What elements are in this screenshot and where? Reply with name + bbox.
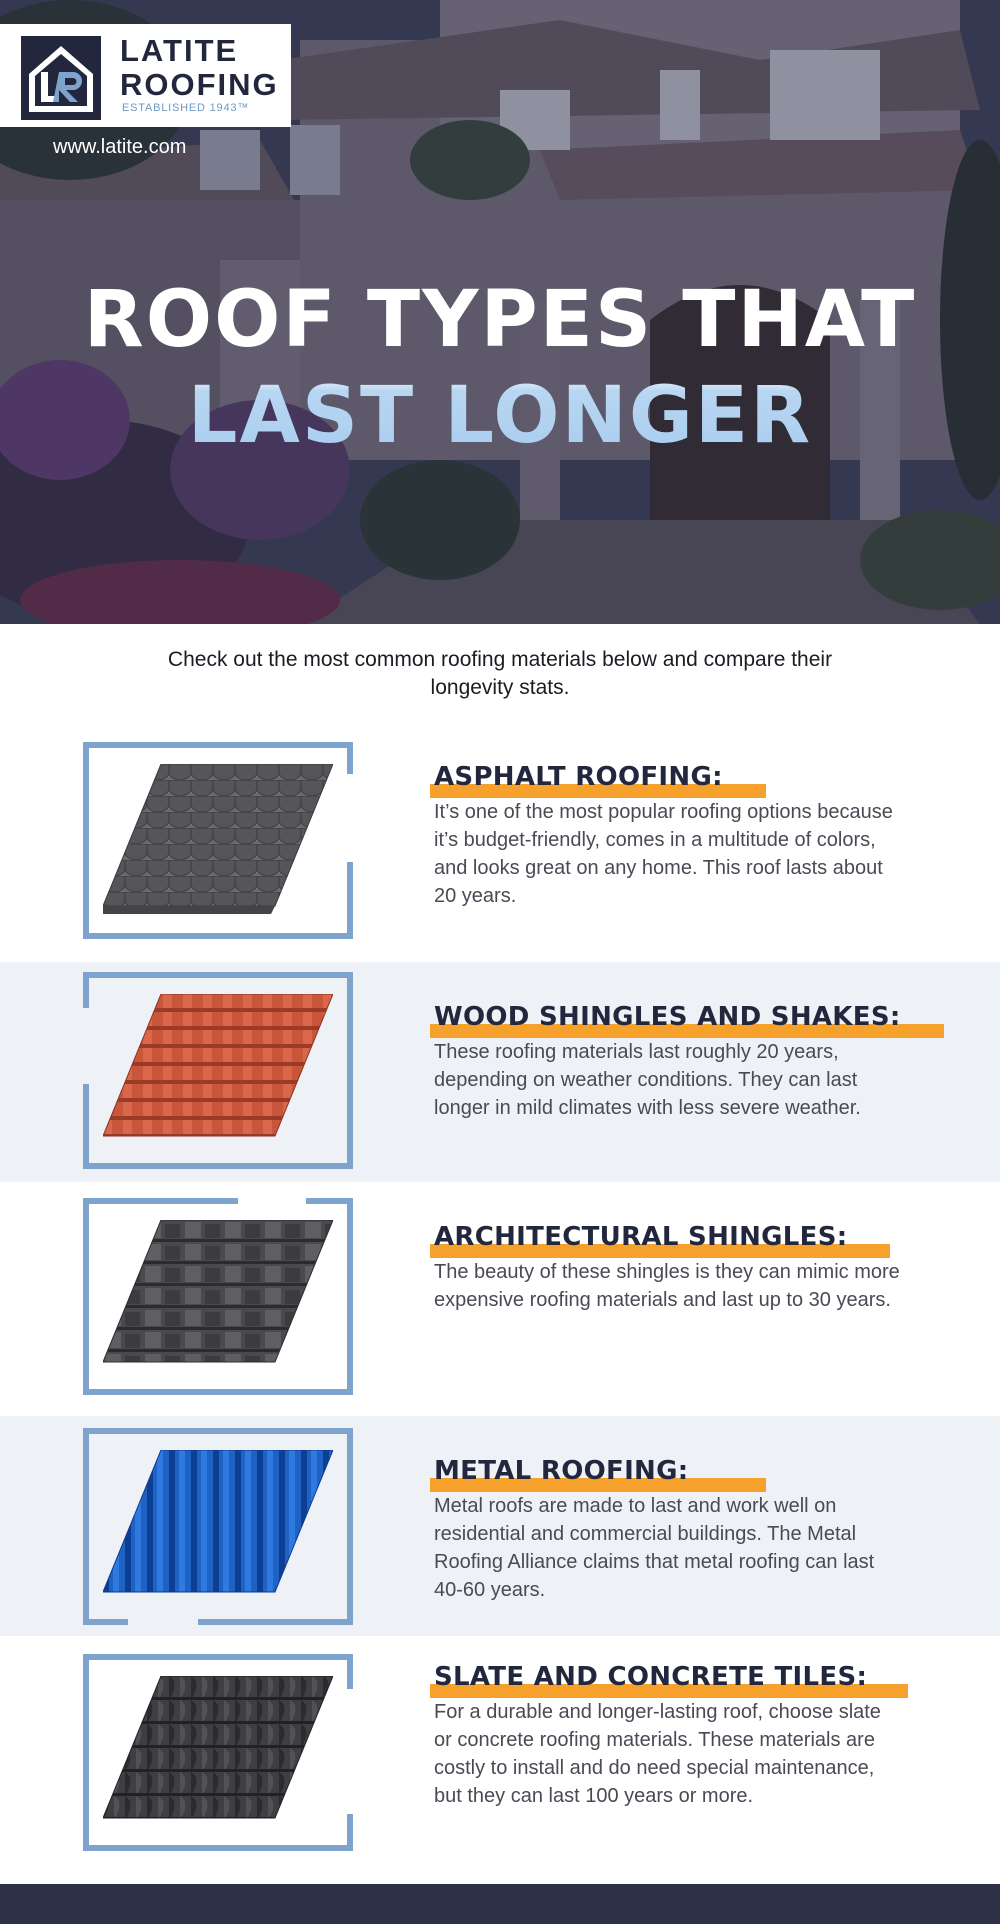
image-frame: [83, 972, 353, 1169]
intro-text: Check out the most common roofing materials below and compare their longevity stats.: [167, 648, 833, 699]
page-title: [0, 272, 1000, 464]
roof-type-description: Metal roofs are made to last and work well on residential and commercial buildings. The Metal Roofing Alliance claims that metal roofing can last 40-60 years.: [434, 1495, 875, 1601]
roof-type-title: WOOD SHINGLES AND SHAKES:: [434, 1002, 901, 1032]
image-frame: [83, 1198, 353, 1395]
website-link[interactable]: www.latite.com: [53, 136, 187, 158]
lr-logo-icon: [21, 36, 101, 120]
brand-name-line2: ROOFING: [120, 67, 279, 102]
clay-tile-icon: [103, 994, 333, 1149]
roof-type-metal: [0, 1416, 1000, 1636]
roof-type-title: METAL ROOFING:: [434, 1456, 689, 1486]
metal-roof-icon: [103, 1450, 333, 1605]
asphalt-shingle-icon: [103, 764, 333, 919]
roof-type-title: ASPHALT ROOFING:: [434, 762, 723, 792]
brand-logo[interactable]: [0, 24, 291, 127]
architectural-shingle-icon: [103, 1220, 333, 1375]
brand-name-line1: LATITE: [120, 33, 239, 68]
roof-type-slate: [0, 1640, 1000, 1880]
roof-type-asphalt: [0, 740, 1000, 960]
image-frame: [83, 1654, 353, 1851]
roof-type-title: ARCHITECTURAL SHINGLES:: [434, 1222, 848, 1252]
image-frame: [83, 1428, 353, 1625]
footer-bar: [0, 1884, 1000, 1924]
roof-type-description: These roofing materials last roughly 20 years, depending on weather conditions. They can last longer in mild climates with less severe weather.: [434, 1041, 861, 1119]
roof-type-architectural: [0, 1184, 1000, 1404]
page-title-line2: LAST LONGER: [187, 371, 813, 461]
image-frame: [83, 742, 353, 939]
roof-type-wood: [0, 962, 1000, 1182]
brand-name: [120, 34, 279, 102]
roof-type-description: It’s one of the most popular roofing options because it’s budget-friendly, comes in a multitude of colors, and looks great on any home. This roof lasts about 20 years.: [434, 801, 893, 907]
roof-type-description: The beauty of these shingles is they can mimic more expensive roofing materials and last up to 30 years.: [434, 1261, 900, 1311]
brand-established: ESTABLISHED 1943™: [122, 102, 250, 114]
roof-type-title: SLATE AND CONCRETE TILES:: [434, 1662, 868, 1692]
hero-banner: [0, 0, 1000, 624]
slate-tile-icon: [103, 1676, 333, 1831]
roof-type-description: For a durable and longer-lasting roof, choose slate or concrete roofing materials. These materials are costly to install and do need special maintenance, but they can last 100 years or more.: [434, 1701, 881, 1807]
page-title-line1: ROOF TYPES THAT: [83, 275, 917, 365]
